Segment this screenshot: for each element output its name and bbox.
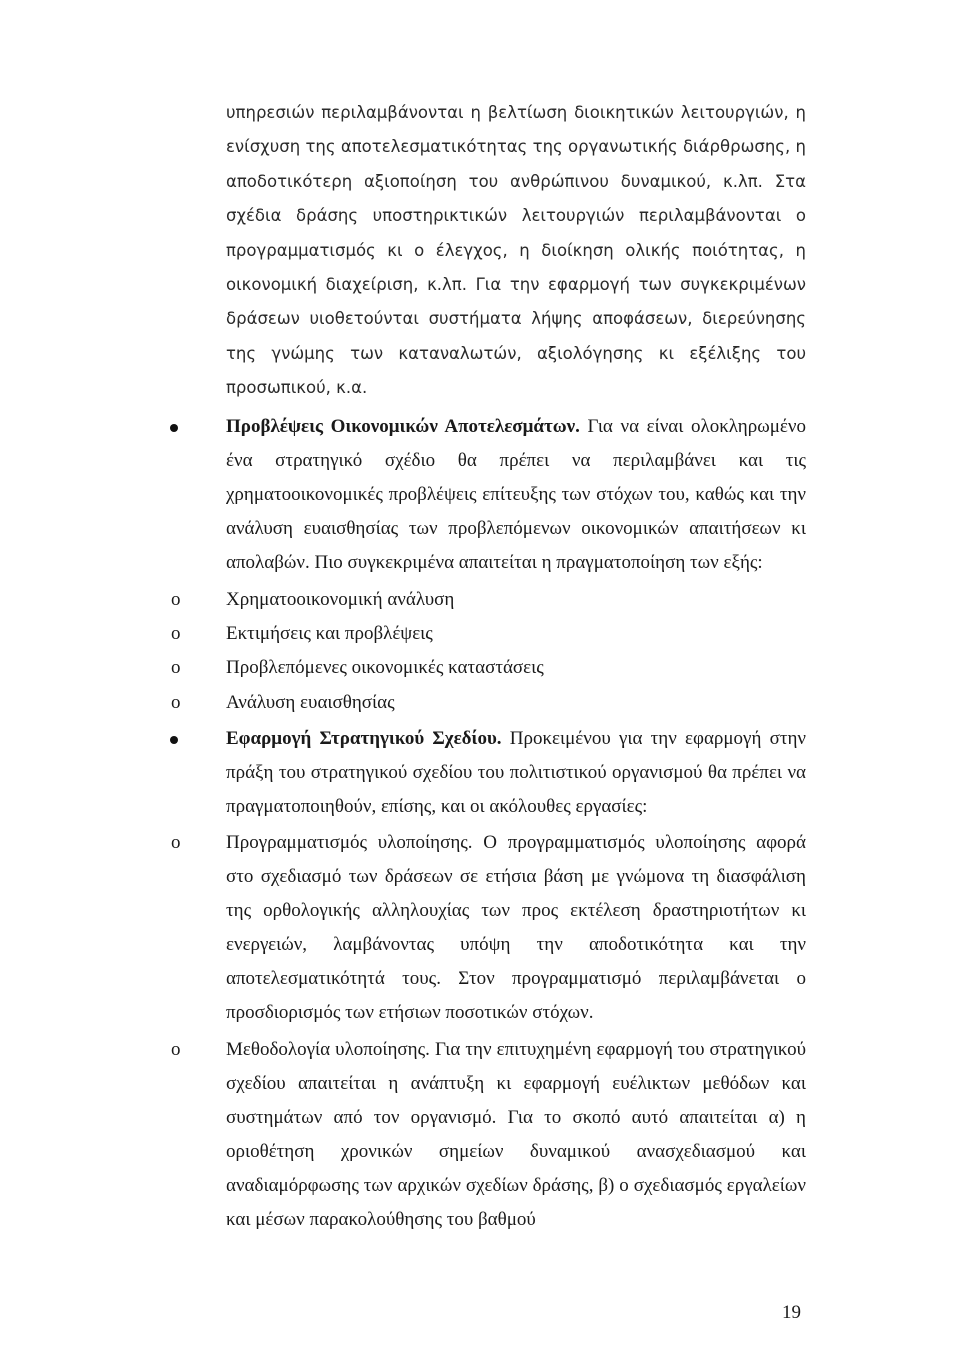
circle-bullet-icon: o (171, 1039, 181, 1060)
circle-bullet-icon: o (171, 589, 181, 610)
sub-item (171, 583, 455, 617)
page-number: 19 (782, 1302, 801, 1323)
circle-bullet-icon: o (171, 657, 181, 678)
sub-item-text: Χρηματοοικονομική ανάλυση (226, 589, 455, 610)
sub-item-programming (171, 826, 806, 1030)
bullet-plan-implementation (226, 722, 806, 824)
intro-paragraph (226, 96, 806, 406)
intro-text: υπηρεσιών περιλαμβάνονται η βελτίωση διοικητικών λειτουργιών, η ενίσχυση της αποτελεσματικότητας της οργανωτικής διάρθρωσης, η αποδοτικότερη αξιοποίηση του ανθρώπινου δυναμικού, κ.λπ. Στα σχέδια δράσης υποστηρικτικών λειτουργιών περιλαμβάνονται ο προγραμματισμός κι ο έλεγχος, η διοίκηση ολικής ποιότητας, η οικονομική διαχείριση, κ.λπ. Για την εφαρμογή των συγκεκριμένων δράσεων υιοθετούνται συστήματα λήψης αποφάσεων, διερεύνησης της γνώμης των καταναλωτών, αξιολόγησης κι εξέλιξης του προσωπικού, κ.α. (226, 103, 806, 398)
sub-item-text: Εκτιμήσεις και προβλέψεις (226, 623, 433, 644)
circle-bullet-icon: o (171, 692, 181, 713)
sub-item (171, 617, 433, 651)
sub-item-text: Προγραμματισμός υλοποίησης. Ο προγραμματισμός υλοποίησης αφορά στο σχεδιασμό των δράσεων σε ετήσια βάση με γνώμονα τη διασφάλιση της ορθολογικής αλληλουχίας των προς εκτέλεση δραστηριοτήτων κι ενεργειών, λαμβάνοντας υπόψη την αποδοτικότητα και την αποτελεσματικότητά τους. Στον προγραμματισμό περιλαμβάνεται ο προσδιορισμός των ετήσιων ποσοτικών στόχων. (226, 832, 806, 1023)
circle-bullet-icon: o (171, 832, 181, 853)
sub-item (171, 686, 395, 720)
bullet-body: Για να είναι ολοκληρωμένο ένα στρατηγικό σχέδιο θα πρέπει να περιλαμβάνει και τις χρηματοοικονομικές προβλέψεις επίτευξης των στόχων του, καθώς και την ανάλυση ευαισθησίας των προβλεπόμενων οικονομικών απαιτήσεων κι απολαβών. Πιο συγκεκριμένα απαιτείται η πραγματοποίηση των εξής: (226, 416, 806, 573)
bullet-financial-forecasts (226, 410, 806, 580)
bullet-dot-icon (170, 424, 178, 432)
bullet-body: Προκειμένου για την εφαρμογή στην πράξη του στρατηγικού σχεδίου του πολιτιστικού οργανισμού θα πρέπει να πραγματοποιηθούν, επίσης, και οι ακόλουθες εργασίες: (226, 728, 806, 817)
circle-bullet-icon: o (171, 623, 181, 644)
sub-item-methodology (171, 1033, 806, 1237)
sub-item-text: Ανάλυση ευαισθησίας (226, 692, 395, 713)
sub-item-text: Προβλεπόμενες οικονομικές καταστάσεις (226, 657, 544, 678)
sub-item (171, 651, 544, 685)
bullet-dot-icon (170, 736, 178, 744)
bullet-title: Προβλέψεις Οικονομικών Αποτελεσμάτων. (226, 416, 580, 437)
sub-item-text: Μεθοδολογία υλοποίησης. Για την επιτυχημένη εφαρμογή του στρατηγικού σχεδίου απαιτείται η ανάπτυξη κι εφαρμογή ευέλικτων μεθόδων και συστημάτων από τον οργανισμό. Για το σκοπό αυτό απαιτείται α) η οριοθέτηση χρονικών σημείων δυναμικού ανασχεδιασμού και αναδιαμόρφωσης των αρχικών σχεδίων δράσης, β) ο σχεδιασμός εργαλείων και μέσων παρακολούθησης του βαθμού (226, 1039, 806, 1230)
bullet-title: Εφαρμογή Στρατηγικού Σχεδίου. (226, 728, 502, 749)
